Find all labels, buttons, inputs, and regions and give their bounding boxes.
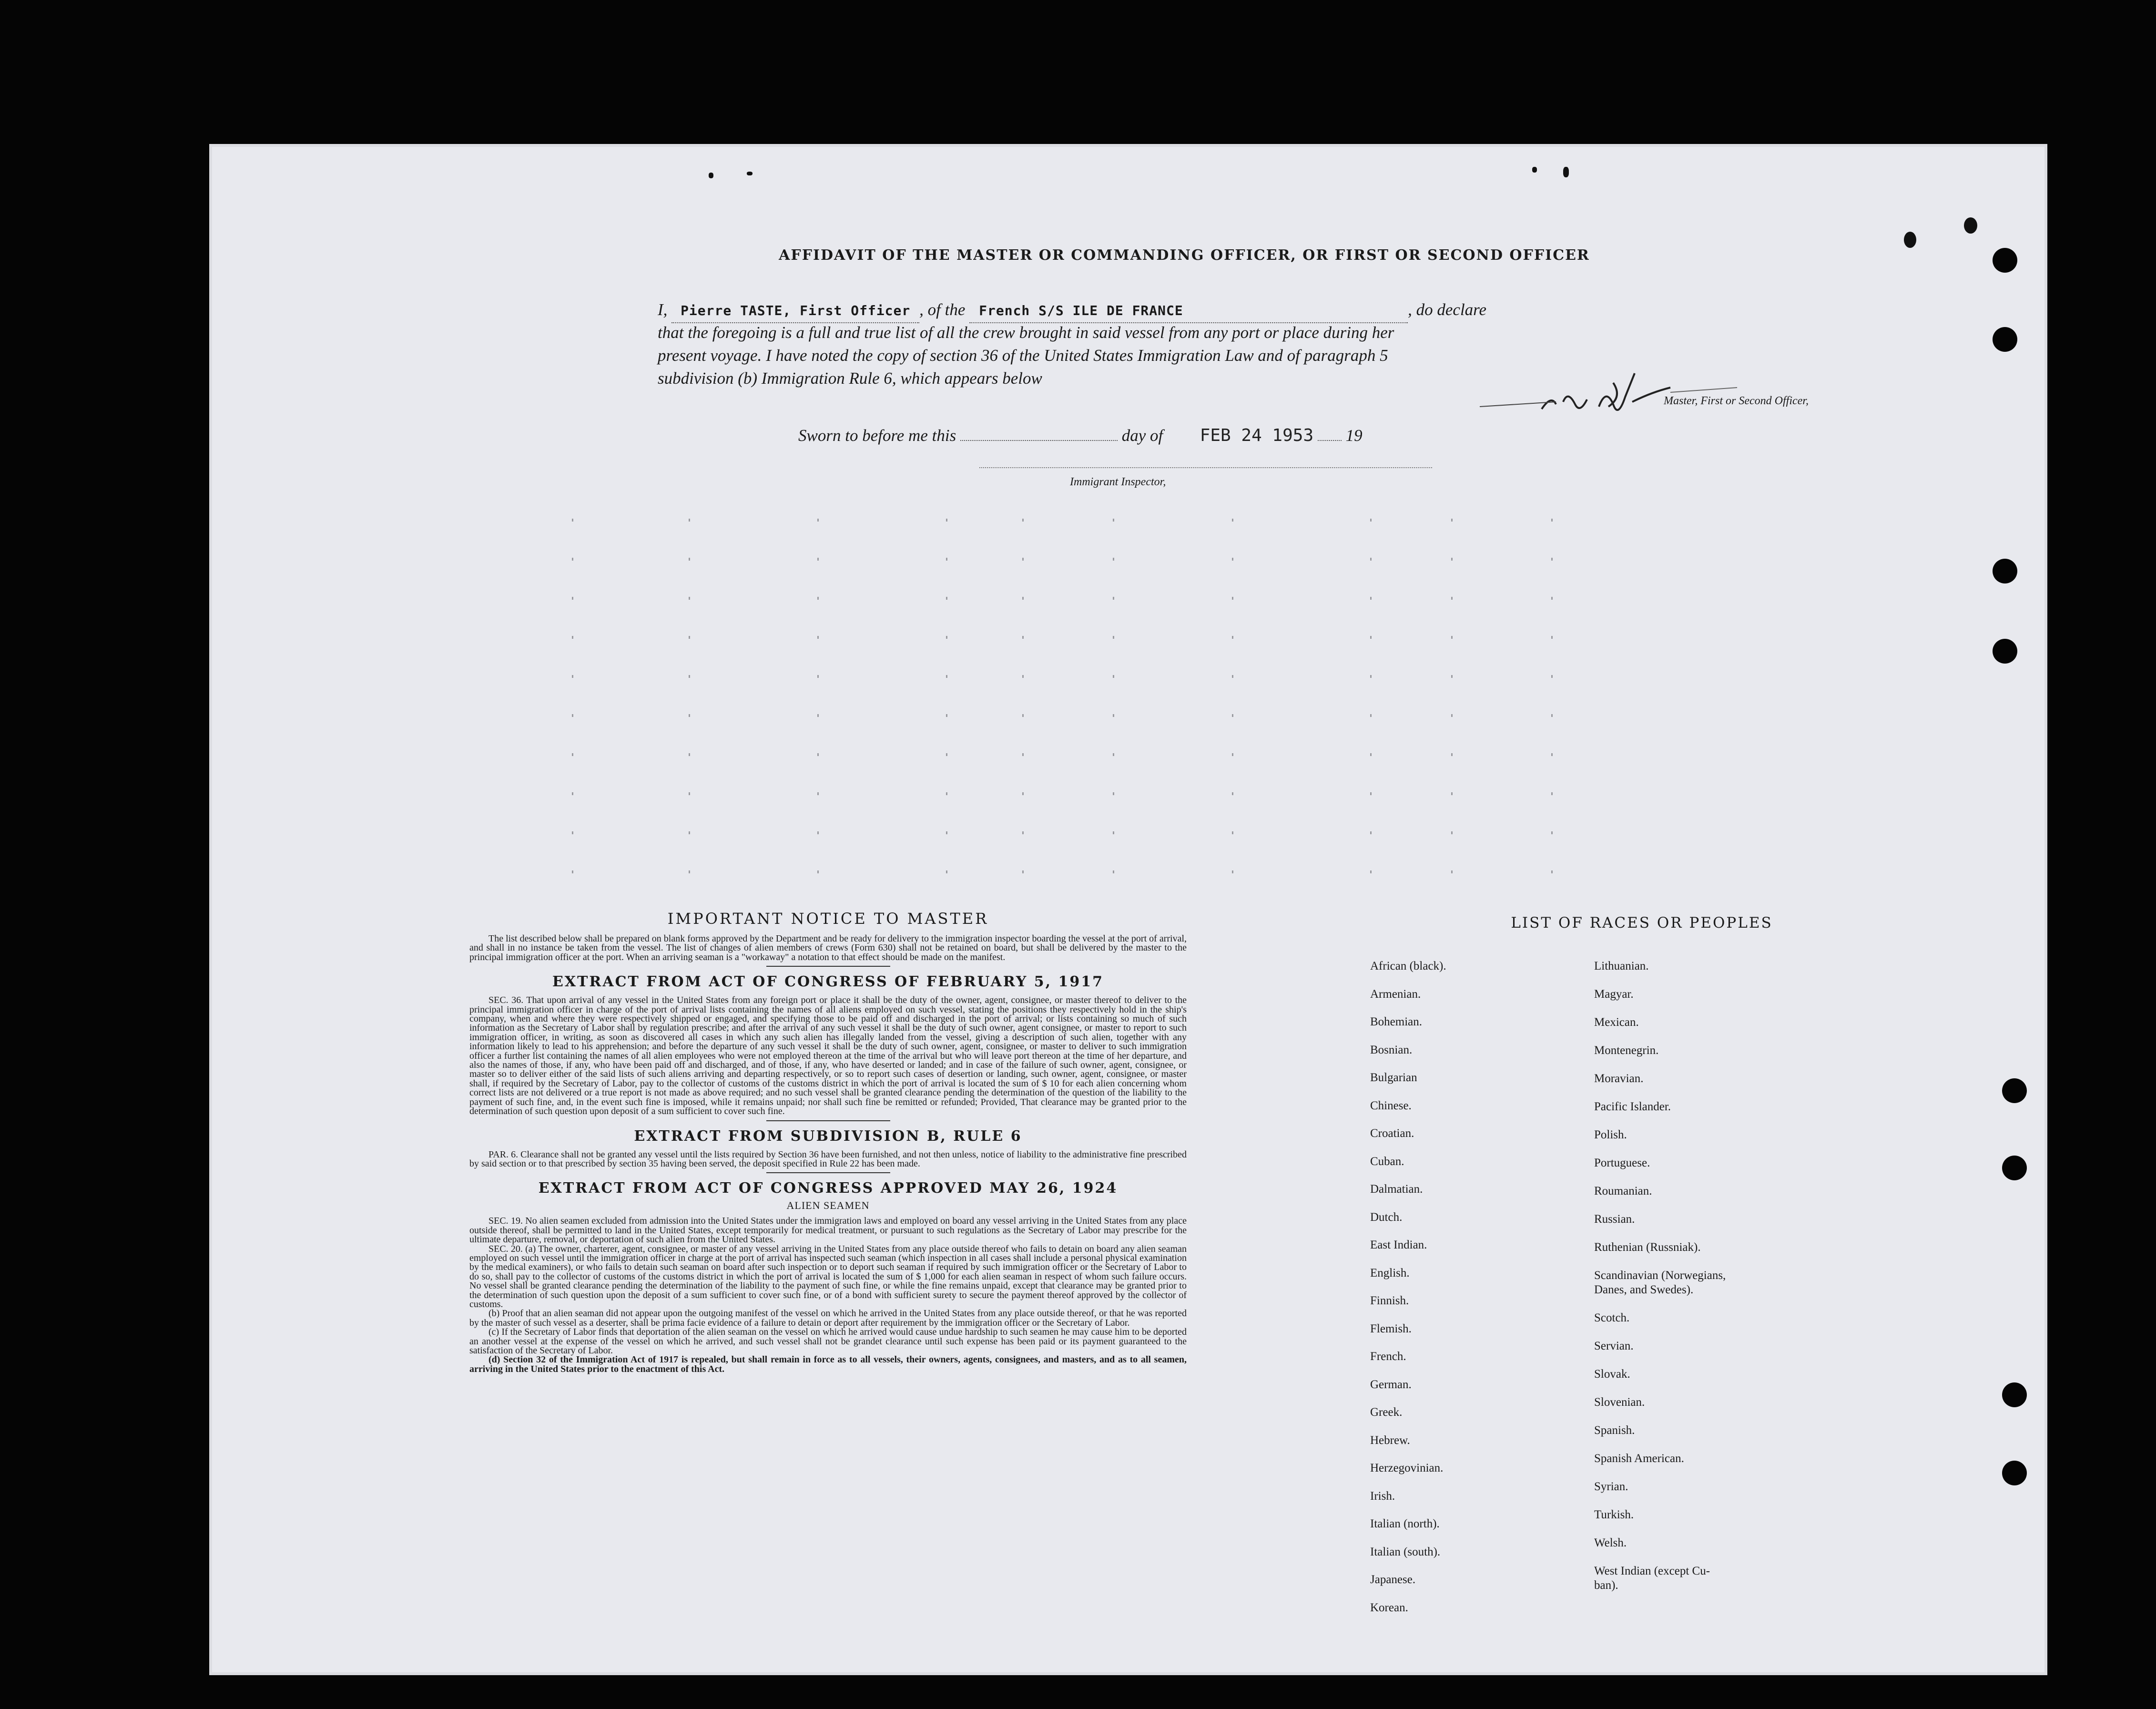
guide-dot <box>572 675 573 678</box>
guide-dot <box>1022 636 1024 639</box>
alien-seamen-subheading: ALIEN SEAMEN <box>786 1199 870 1212</box>
guide-dot <box>1451 870 1453 873</box>
guide-dot <box>689 597 690 600</box>
sworn-line <box>798 426 1656 445</box>
separator <box>766 1172 890 1173</box>
guide-dot <box>1113 636 1114 639</box>
race-item: Dalmatian. <box>1370 1183 1423 1196</box>
race-item: Syrian. <box>1594 1480 1628 1493</box>
guide-dot <box>572 714 573 717</box>
guide-dot <box>1370 519 1372 522</box>
guide-dot <box>1022 597 1024 600</box>
section-36-paragraph: SEC. 36. That upon arrival of any vessel in the United States from any foreign port or place it shall be the duty of the owner, agent, consignee, or master thereof to deliver to the principal immigration officer in charge of the port of arrival lists containing the names of all aliens employed on such vessel, stating the positions they respectively hold in the ship's company, when and where they were respectively shipped or engaged, and specifying those to be paid off and discharged in the port of arrival; or lists containing so much of such information as the Secretary of Labor shall by regulation prescribe; and after the arrival of any such vessel it shall be the duty of such owner, agent consignee, or master to report to such immigration officer, in writing, as soon as discovered all cases in which any such alien has illegally landed from the vessel, giving a description of such alien, together with any information likely to lead to his apprehension; and before the departure of any such vessel it shall be the duty of such owner, agent, consignee, or master to deliver to such immigration officer a further list containing the names of all alien employees who were not employed thereon at the time of the arrival but who will leave port thereon at the time of her departure, and also the names of those, if any, who have been paid off and discharged, and of those, if any, who have deserted or landed; and in case of the failure of such owner, agent, consignee, or master so to deliver either of the said lists of such aliens arriving and departing respectively, or so to report such cases of desertion or landing, such owner, agent, consignee, or master shall, if required by the Secretary of Labor, pay to the collector of customs of the customs district in which the port of arrival is located the sum of $ 10 for each alien concerning whom correct lists are not delivered or a true report is not made as above required; and no such vessel shall be granted clearance pending the determination of the question of the liability to the payment of such fine, and, in the event such fine is imposed, while it remains unpaid; nor shall such fine be remitted or refunded; Provided, That clearance may be granted prior to the determination of such question upon deposit of a sum sufficient to cover such fine. <box>469 995 1187 1117</box>
race-item: Bosnian. <box>1370 1043 1413 1056</box>
race-item: Servian. <box>1594 1340 1634 1352</box>
race-item: Ruthenian (Russniak). <box>1594 1241 1701 1254</box>
extract-1924-body <box>469 1217 1187 1374</box>
guide-dot <box>1022 753 1024 756</box>
notice-paragraph: The list described below shall be prepared on blank forms approved by the Department and be ready for delivery to the immigration inspector boarding the vessel at the port of arrival, and shall in no instance be taken from the vessel. The list of changes of alien members of crews (Form 630) shall not be retained on board, but shall be delivered by the master to the principal immigration officer at the port. When an arriving seaman is a "workaway" a notation to that effect should be made on the manifest. <box>469 933 1187 962</box>
inspector-label: Immigrant Inspector, <box>1070 476 1166 488</box>
rule-6-body <box>469 1150 1187 1169</box>
separator <box>766 1120 890 1121</box>
guide-dot <box>1551 870 1553 873</box>
race-item: Russian. <box>1594 1213 1635 1226</box>
guide-dot <box>1113 831 1114 834</box>
guide-dot <box>1551 792 1553 795</box>
punch-hole <box>2002 1078 2027 1103</box>
guide-dot <box>1113 597 1114 600</box>
guide-dot <box>1022 714 1024 717</box>
race-item: Moravian. <box>1594 1072 1644 1085</box>
race-item: Scotch. <box>1594 1311 1630 1324</box>
guide-dot <box>1113 558 1114 561</box>
guide-dot <box>1232 753 1233 756</box>
race-item: Bulgarian <box>1370 1071 1417 1084</box>
guide-dot <box>572 597 573 600</box>
declaration-line-1 <box>658 298 1775 321</box>
race-item: Montenegrin. <box>1594 1044 1659 1057</box>
declaration-line-2: that the foregoing is a full and true list of all the crew brought in said vessel from any port or place during her <box>658 323 1394 342</box>
signature-caption: Master, First or Second Officer, <box>1664 395 1809 407</box>
race-item: Mexican. <box>1594 1016 1639 1029</box>
guide-dot <box>817 870 819 873</box>
vessel-name-field: French S/S ILE DE FRANCE <box>969 299 1408 323</box>
guide-dot <box>817 597 819 600</box>
guide-dot <box>946 870 947 873</box>
guide-dot <box>1232 597 1233 600</box>
section-20d-paragraph: (d) Section 32 of the Immigration Act of 1917 is repealed, but shall remain in force as to all vessels, their owners, agents, consignees, and masters, and as to all seamen, arriving in the United States prior to the enactment of this Act. <box>469 1354 1187 1374</box>
guide-dot <box>1232 714 1233 717</box>
guide-dot <box>1551 519 1553 522</box>
guide-dot <box>1451 597 1453 600</box>
guide-dot <box>1232 831 1233 834</box>
declaration-line-3: present voyage. I have noted the copy of section 36 of the United States Immigration Law and of paragraph 5 <box>658 346 1388 365</box>
race-item: Spanish. <box>1594 1424 1635 1437</box>
race-item: Greek. <box>1370 1406 1403 1419</box>
guide-dot <box>946 792 947 795</box>
race-item: Cuban. <box>1370 1155 1404 1168</box>
guide-dot <box>946 519 947 522</box>
race-item: Welsh. <box>1594 1536 1627 1549</box>
race-item: Bohemian. <box>1370 1015 1423 1028</box>
inspector-signature-line <box>979 467 1432 468</box>
race-item: West Indian (except Cu- <box>1594 1565 1710 1577</box>
guide-dot <box>1113 519 1114 522</box>
race-item: ban). <box>1594 1579 1618 1592</box>
race-item: African (black). <box>1370 960 1446 972</box>
race-item: Dutch. <box>1370 1210 1403 1224</box>
guide-dot <box>689 753 690 756</box>
guide-dot <box>1232 558 1233 561</box>
guide-dot <box>1551 714 1553 717</box>
race-item: Armenian. <box>1370 987 1421 1001</box>
race-item: Roumanian. <box>1594 1185 1652 1197</box>
guide-dot <box>1451 636 1453 639</box>
guide-dot <box>1113 753 1114 756</box>
guide-dot <box>946 753 947 756</box>
race-item: Chinese. <box>1370 1099 1412 1112</box>
race-item: Portuguese. <box>1594 1156 1650 1169</box>
race-item: Croatian. <box>1370 1127 1414 1140</box>
guide-dot <box>572 792 573 795</box>
guide-dot <box>817 675 819 678</box>
extract-1924-heading: EXTRACT FROM ACT OF CONGRESS APPROVED MAY 26, 1924 <box>538 1180 1118 1197</box>
race-item: Magyar. <box>1594 988 1634 1001</box>
guide-dot <box>1370 753 1372 756</box>
race-item: Polish. <box>1594 1128 1627 1141</box>
guide-dot <box>1451 675 1453 678</box>
guide-dot <box>572 519 573 522</box>
section-20b-paragraph: (b) Proof that an alien seaman did not appear upon the outgoing manifest of the vessel on which he arrived in the United States from any place outside thereof, or that he was reported by the master of such vessel as a deserter, shall be prima facie evidence of a failure to detain or deport after requirement by the immigration officer or the Secretary of Labor. <box>469 1308 1187 1328</box>
guide-dot <box>1370 714 1372 717</box>
race-item: Danes, and Swedes). <box>1594 1283 1694 1296</box>
notice-body <box>469 934 1187 962</box>
affidavit-title: AFFIDAVIT OF THE MASTER OR COMMANDING OFFICER, OR FIRST OR SECOND OFFICER <box>779 247 1590 264</box>
race-item: Herzegovinian. <box>1370 1462 1444 1474</box>
guide-dot <box>572 831 573 834</box>
guide-dot <box>1451 831 1453 834</box>
section-20c-paragraph: (c) If the Secretary of Labor finds that deportation of the alien seaman on the vessel on which he arrived would cause undue hardship to such seamen he may cause him to be deported an another vessel at the expense of the vessel on which he arrived, and such vessel shall not be grandet clearance until such expense has been paid or its payment guaranteed to the satisfaction of the Secretary of Labor. <box>469 1327 1187 1356</box>
race-item: Scandinavian (Norwegians, <box>1594 1269 1726 1282</box>
guide-dot <box>1022 558 1024 561</box>
guide-dot <box>1551 558 1553 561</box>
race-item: Korean. <box>1370 1601 1408 1614</box>
guide-dot <box>1113 675 1114 678</box>
guide-dot <box>1451 753 1453 756</box>
sworn-prefix: Sworn to before me this <box>798 426 956 445</box>
guide-dot <box>1232 792 1233 795</box>
guide-dot <box>1451 792 1453 795</box>
race-item: French. <box>1370 1350 1406 1363</box>
race-item: Japanese. <box>1370 1573 1416 1586</box>
guide-dot <box>946 714 947 717</box>
guide-dot <box>1551 597 1553 600</box>
guide-dot <box>946 675 947 678</box>
guide-dot <box>1451 558 1453 561</box>
guide-dot <box>946 831 947 834</box>
punch-hole <box>2002 1461 2027 1485</box>
punch-hole <box>2002 1382 2027 1407</box>
guide-dot <box>1113 792 1114 795</box>
punch-hole <box>2002 1156 2027 1180</box>
guide-dot <box>1022 519 1024 522</box>
guide-dot <box>689 831 690 834</box>
guide-dot <box>946 558 947 561</box>
race-item: Pacific Islander. <box>1594 1100 1671 1113</box>
guide-dot <box>1451 519 1453 522</box>
guide-dot <box>817 753 819 756</box>
guide-dot <box>817 558 819 561</box>
guide-dot <box>1370 675 1372 678</box>
guide-dot <box>1370 831 1372 834</box>
declaration-line-4: subdivision (b) Immigration Rule 6, which appears below <box>658 369 1042 388</box>
guide-dot <box>689 870 690 873</box>
year-prefix: 19 <box>1345 426 1363 445</box>
guide-dot <box>1551 753 1553 756</box>
guide-dot <box>1022 831 1024 834</box>
declaration-prefix: I, <box>658 300 668 319</box>
guide-dot <box>817 519 819 522</box>
guide-dot <box>946 597 947 600</box>
guide-dot <box>689 675 690 678</box>
guide-dot <box>1551 675 1553 678</box>
race-item: English. <box>1370 1266 1410 1279</box>
guide-dot <box>689 714 690 717</box>
guide-dot <box>1370 558 1372 561</box>
guide-dot <box>1370 597 1372 600</box>
guide-dot <box>817 714 819 717</box>
manifest-page <box>212 147 2044 1672</box>
guide-dot <box>1113 870 1114 873</box>
race-item: Turkish. <box>1594 1508 1634 1521</box>
guide-dot <box>1370 792 1372 795</box>
separator <box>766 966 890 967</box>
rule-6-paragraph: PAR. 6. Clearance shall not be granted any vessel until the lists required by Section 36 have been furnished, and not then unless, notice of liability to the administrative fine prescribed by said section or to that prescribed by section 35 having been served, the deposit specified in Rule 22 has been made. <box>469 1149 1187 1169</box>
officer-name-field: Pierre TASTE, First Officer <box>671 299 919 323</box>
race-item: Irish. <box>1370 1489 1395 1503</box>
race-item: German. <box>1370 1378 1412 1391</box>
guide-dot <box>1551 636 1553 639</box>
guide-dot <box>1022 675 1024 678</box>
race-item: Italian (north). <box>1370 1517 1440 1530</box>
race-item: Finnish. <box>1370 1294 1409 1307</box>
guide-dot <box>689 519 690 522</box>
guide-dot <box>1232 519 1233 522</box>
guide-dot <box>1113 714 1114 717</box>
races-list-title: LIST OF RACES OR PEOPLES <box>1511 914 1773 931</box>
guide-dot <box>572 870 573 873</box>
race-item: Lithuanian. <box>1594 960 1649 972</box>
section-19-paragraph: SEC. 19. No alien seamen excluded from admission into the United States under the immigration laws and employed on board any vessel arriving in the United States from any place outside thereof, shall be permitted to land in the United States, except temporarily for medical treatment, or pursuant to such regulations as the Secretary of Labor may prescribe for the ultimate departure, removal, or deportation of such alien from the United States. <box>469 1216 1187 1245</box>
race-item: Italian (south). <box>1370 1545 1441 1558</box>
guide-dot <box>689 636 690 639</box>
day-of-text: day of <box>1121 426 1163 445</box>
guide-dot <box>1232 675 1233 678</box>
guide-dot <box>572 753 573 756</box>
extract-1917-body <box>469 996 1187 1116</box>
guide-dot <box>572 636 573 639</box>
rule-6-heading: EXTRACT FROM SUBDIVISION B, RULE 6 <box>634 1127 1022 1145</box>
guide-dot <box>1232 870 1233 873</box>
guide-dot <box>1370 636 1372 639</box>
guide-dot <box>1022 792 1024 795</box>
race-item: Spanish American. <box>1594 1452 1684 1465</box>
section-20a-paragraph: SEC. 20. (a) The owner, charterer, agent, consignee, or master of any vessel arriving in the United States from any place outside thereof who fails to detain on board any alien seaman employed on such vessel until the immigration officer in charge at the port of arrival has inspected such seaman (which inspection in all cases shall include a personal physical examination by the medical examiners), or who fails to detain such seaman on board after such inspection or to deport such seaman if required by such immigration officer or the Secretary of Labor to do so, shall pay to the collector of customs of the customs district in which the port of arrival is located the sum of $ 1,000 for each alien seaman in respect of whom such failure occurs. No vessel shall be granted clearance pending the determination of the liability to the payment of such fine, or while the fine remains unpaid, except that clearance may be granted prior to the determination of such question upon the deposit of a sum sufficient to cover such fine, or of a bond with sufficient surety to secure the payment thereof approved by the collector of customs. <box>469 1243 1187 1310</box>
date-stamp: FEB 24 1953 <box>1200 426 1314 445</box>
guide-dot <box>817 792 819 795</box>
of-the-text: , of the <box>919 300 966 319</box>
guide-dot <box>946 636 947 639</box>
guide-dot <box>689 792 690 795</box>
guide-dot <box>817 831 819 834</box>
guide-dot <box>1451 714 1453 717</box>
race-item: Slovenian. <box>1594 1396 1645 1409</box>
race-item: Slovak. <box>1594 1368 1630 1381</box>
legal-text-column <box>469 910 1187 1374</box>
guide-dot <box>572 558 573 561</box>
guide-dot <box>1370 870 1372 873</box>
sworn-day-blank <box>960 440 1118 441</box>
guide-dot <box>689 558 690 561</box>
race-item: East Indian. <box>1370 1238 1427 1251</box>
race-item: Flemish. <box>1370 1322 1412 1335</box>
guide-dot <box>1022 870 1024 873</box>
race-item: Hebrew. <box>1370 1433 1410 1447</box>
notice-heading: IMPORTANT NOTICE TO MASTER <box>667 910 989 928</box>
extract-1917-heading: EXTRACT FROM ACT OF CONGRESS OF FEBRUARY 5, 1917 <box>552 973 1104 991</box>
guide-dot <box>1551 831 1553 834</box>
guide-dot <box>817 636 819 639</box>
do-declare-text: , do declare <box>1408 300 1487 319</box>
guide-dot <box>1232 636 1233 639</box>
